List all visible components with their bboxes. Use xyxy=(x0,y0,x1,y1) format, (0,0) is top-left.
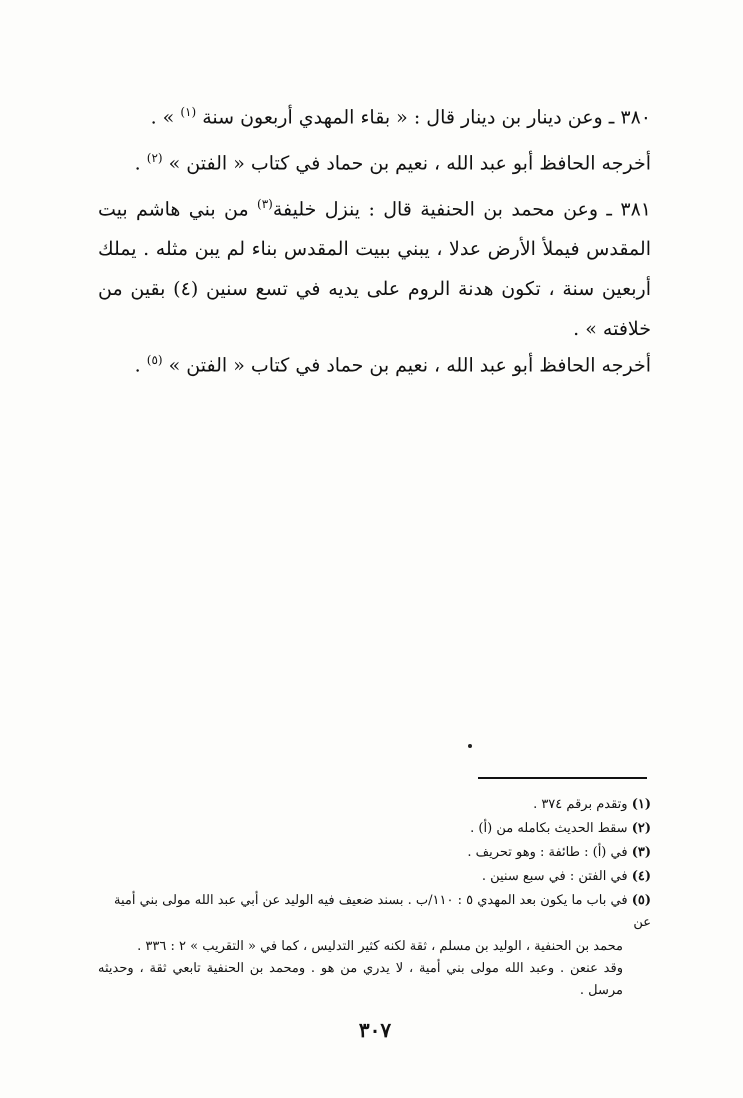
footnote-text: في (أ) : طائفة : وهو تحريف . xyxy=(467,845,628,860)
paragraph-text: ٣٨١ ـ وعن محمد بن الحنفية قال : ينزل خليفة xyxy=(272,198,651,221)
footnote-5 xyxy=(98,890,651,934)
paragraph-text: أخرجه الحافظ أبو عبد الله ، نعيم بن حماد في كتاب « الفتن » xyxy=(168,152,651,175)
footnote-number: (١) xyxy=(631,797,651,812)
footnote-2 xyxy=(98,818,651,840)
footnote-5-continuation-1: محمد بن الحنفية ، الوليد بن مسلم ، ثقة لكنه كثير التدليس ، كما في « التقريب » ٢ : ٣٣٦ . xyxy=(137,939,623,954)
paragraph-380 xyxy=(98,92,651,137)
paragraph-text-end: . xyxy=(134,152,147,175)
footnote-text: في باب ما يكون بعد المهدي ٥ : ١١٠/ب . بسند ضعيف فيه الوليد عن أبي عبد الله مولى بني أمية عن xyxy=(114,893,651,930)
footnote-number: (٥) xyxy=(631,893,651,908)
paragraph-text-end: . xyxy=(134,354,147,377)
paragraph-text: ٣٨٠ ـ وعن دينار بن دينار قال : « بقاء المهدي أربعون سنة xyxy=(202,106,651,129)
print-speck xyxy=(468,744,472,748)
footnote-ref: (٥) xyxy=(146,353,163,367)
paragraph-text-end: من بني هاشم بيت المقدس فيملأ الأرض عدلا ، يبني ببيت المقدس بناء لم يبن مثله . يملك أربعين سنة ، تكون هدنة الروم على يديه في تسع سنين (٤) بقين من خلافته » . xyxy=(98,198,652,341)
footnote-5-continuation-2: وقد عنعن . وعبد الله مولى بني أمية ، لا يدري من هو . ومحمد بن الحنفية تابعي ثقة ، وحديثه مرسل . xyxy=(98,961,623,998)
footnote-text: في الفتن : في سبع سنين . xyxy=(481,869,628,884)
footnote-3 xyxy=(98,842,651,864)
paragraph-source-381 xyxy=(98,340,651,385)
footnote-text: وتقدم برقم ٣٧٤ . xyxy=(533,797,628,812)
footnote-ref: (٢) xyxy=(146,151,163,165)
page-number: ٣٠٧ xyxy=(358,1018,392,1042)
paragraph-source-380 xyxy=(98,138,651,183)
footnote-separator xyxy=(478,777,647,779)
footnote-ref: (٣) xyxy=(257,197,273,211)
paragraph-text-end: » . xyxy=(150,106,181,129)
footnote-number: (٤) xyxy=(631,869,651,884)
paragraph-text: أخرجه الحافظ أبو عبد الله ، نعيم بن حماد في كتاب « الفتن » xyxy=(168,354,651,377)
footnote-number: (٣) xyxy=(631,845,651,860)
footnote-number: (٢) xyxy=(631,821,651,836)
paragraph-381 xyxy=(98,184,651,349)
footnote-1 xyxy=(98,794,651,816)
footnote-text: سقط الحديث بكامله من (أ) . xyxy=(470,821,628,836)
footnote-4 xyxy=(98,866,651,888)
footnotes xyxy=(98,794,651,1002)
footnote-ref: (١) xyxy=(180,105,197,119)
